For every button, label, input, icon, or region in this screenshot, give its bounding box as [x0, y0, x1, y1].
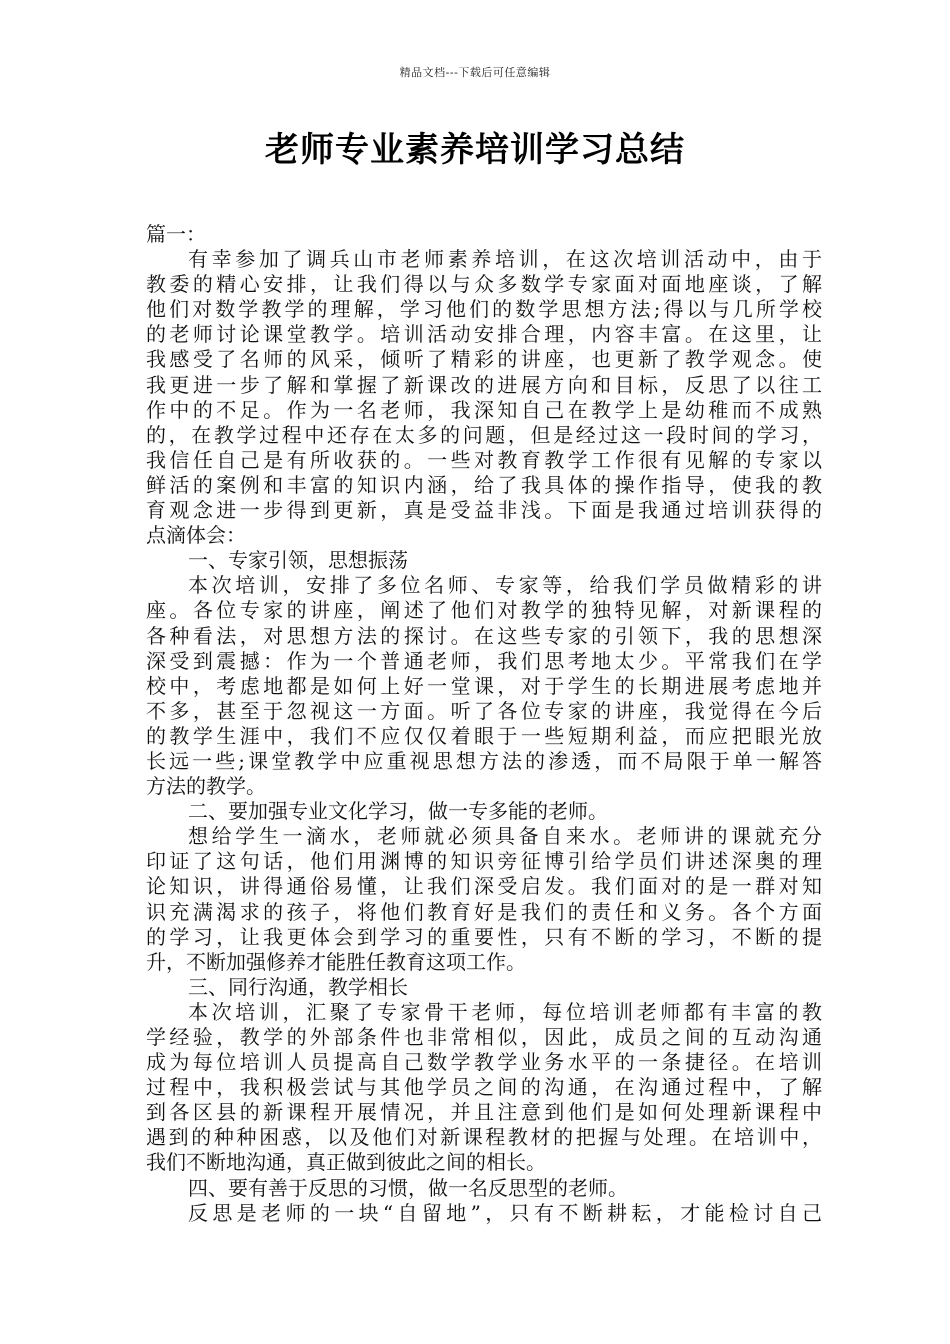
body-line: 成为每位培训人员提高自己数学教学业务水平的一条捷径。在培训	[146, 1050, 822, 1075]
body-line: 想给学生一滴水，老师就必须具备自来水。老师讲的课就充分	[188, 824, 822, 849]
body-line: 教委的精心安排，让我们得以与众多数学专家面对面地座谈，了解	[146, 272, 822, 297]
body-line: 反思是老师的一块“自留地”，只有不断耕耘，才能检讨自己	[188, 1200, 822, 1225]
body-line: 篇一：	[146, 222, 206, 246]
body-line: 二、要加强专业文化学习，做一专多能的老师。	[188, 799, 608, 824]
body-line: 长远一些;课堂教学中应重视思想方法的渗透，而不局限于单一解答	[146, 748, 822, 773]
body-line: 各种看法，对思想方法的探讨。在这些专家的引领下，我的思想深	[146, 623, 822, 648]
body-line: 方法的教学。	[146, 774, 266, 799]
body-line: 有幸参加了调兵山市老师素养培训，在这次培训活动中，由于	[188, 247, 822, 272]
body-line: 不多，甚至于忽视这一方面。听了各位专家的讲座，我觉得在今后	[146, 698, 822, 723]
body-line: 的教学生涯中，我们不应仅仅着眼于一些短期利益，而应把眼光放	[146, 723, 822, 748]
header-note: 精品文档---下载后可任意编辑	[399, 66, 551, 79]
body-line: 印证了这句话，他们用渊博的知识旁征博引给学员们讲述深奥的理	[146, 849, 822, 874]
body-line: 鲜活的案例和丰富的知识内涵，给了我具体的操作指导，使我的教	[146, 472, 822, 497]
body-line: 的老师讨论课堂教学。培训活动安排合理，内容丰富。在这里，让	[146, 322, 822, 347]
body-line: 本次培训，安排了多位名师、专家等，给我们学员做精彩的讲	[188, 573, 822, 598]
body-line: 的，在教学过程中还存在太多的问题，但是经过这一段时间的学习，	[146, 422, 822, 447]
body-line: 我感受了名师的风采，倾听了精彩的讲座，也更新了教学观念。使	[146, 347, 822, 372]
body-line: 我更进一步了解和掌握了新课改的进展方向和目标，反思了以往工	[146, 372, 822, 397]
body-line: 校中，考虑地都是如何上好一堂课，对于学生的长期进展考虑地并	[146, 673, 822, 698]
body-line: 我信任自己是有所收获的。一些对教育教学工作很有见解的专家以	[146, 447, 822, 472]
document-body	[146, 222, 822, 1232]
body-line: 他们对数学教学的理解，学习他们的数学思想方法;得以与几所学校	[146, 297, 822, 322]
body-line: 升，不断加强修养才能胜任教育这项工作。	[146, 949, 526, 974]
body-line: 学经验，教学的外部条件也非常相似，因此，成员之间的互动沟通	[146, 1025, 822, 1049]
document-title: 老师专业素养培训学习总结	[265, 130, 685, 170]
body-line: 的学习，让我更体会到学习的重要性，只有不断的学习，不断的提	[146, 924, 822, 949]
body-line: 一、专家引领，思想振荡	[188, 548, 408, 573]
body-line: 本次培训，汇聚了专家骨干老师，每位培训老师都有丰富的教	[188, 999, 822, 1024]
body-line: 座。各位专家的讲座，阐述了他们对教学的独特见解，对新课程的	[146, 598, 822, 623]
body-line: 育观念进一步得到更新，真是受益非浅。下面是我通过培训获得的	[146, 498, 822, 523]
body-line: 深受到震撼：作为一个普通老师，我们思考地太少。平常我们在学	[146, 648, 822, 673]
body-line: 四、要有善于反思的习惯，做一名反思型的老师。	[188, 1175, 628, 1200]
body-line: 到各区县的新课程开展情况，并且注意到他们是如何处理新课程中	[146, 1100, 822, 1125]
body-line: 论知识，讲得通俗易懂，让我们深受启发。我们面对的是一群对知	[146, 874, 822, 899]
body-line: 识充满渴求的孩子，将他们教育好是我们的责任和义务。各个方面	[146, 899, 822, 924]
body-line: 三、同行沟通，教学相长	[188, 974, 408, 999]
body-line: 我们不断地沟通，真正做到彼此之间的相长。	[146, 1150, 546, 1175]
body-line: 遇到的种种困惑，以及他们对新课程教材的把握与处理。在培训中，	[146, 1125, 822, 1150]
body-line: 点滴体会：	[146, 523, 246, 548]
body-line: 过程中，我积极尝试与其他学员之间的沟通，在沟通过程中，了解	[146, 1075, 822, 1100]
body-line: 作中的不足。作为一名老师，我深知自己在教学上是幼稚而不成熟	[146, 397, 822, 422]
